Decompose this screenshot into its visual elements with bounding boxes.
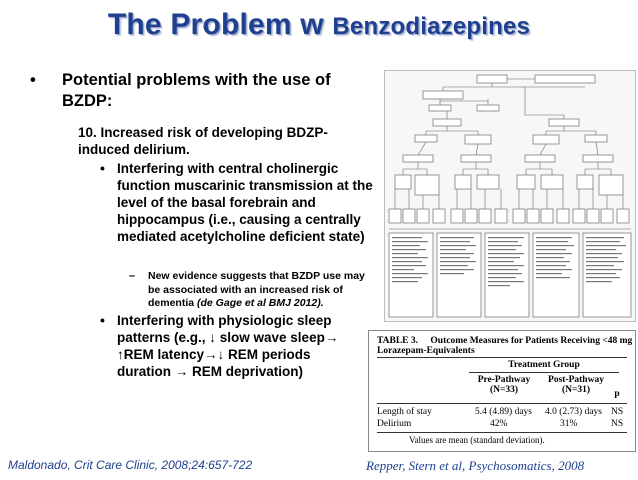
table-rule-mid	[377, 403, 627, 404]
down-arrow-icon: ↓	[217, 347, 225, 362]
pre-pathway-label: Pre-Pathway	[477, 375, 531, 385]
right-arrow-icon: →	[174, 364, 189, 379]
table-footnote: Values are mean (standard deviation).	[409, 435, 545, 445]
sub2-text	[117, 312, 367, 380]
table-cell-post: 31%	[560, 419, 578, 429]
table-col-p-header: p	[614, 389, 620, 399]
title-part2: Benzodiazepines	[332, 13, 531, 40]
down-arrow-icon: ↓	[209, 330, 217, 345]
table-col-post-header	[541, 375, 611, 395]
post-pathway-n: (N=31)	[561, 385, 591, 395]
table-group-header: Treatment Group	[508, 360, 580, 370]
table-caption-label: TABLE 3.	[377, 336, 419, 346]
table-cell-pre: 42%	[490, 419, 508, 429]
table-rule-group	[469, 372, 619, 373]
table-cell-p: NS	[611, 419, 624, 429]
flowchart-figure	[384, 70, 636, 322]
table-cell-label: Length of stay	[377, 407, 432, 417]
post-pathway-label: Post-Pathway	[548, 375, 604, 385]
subsub1-body: New evidence suggests that BZDP use may be associated with an increased risk of dementia	[148, 270, 365, 310]
table-caption	[377, 336, 635, 356]
sub2-marker: •	[100, 312, 105, 328]
bullet1-text: Potential problems with the use of BZDP:	[62, 71, 331, 110]
sub2-t3: REM latency	[123, 347, 205, 362]
sub2-t4: REM periods duration	[117, 347, 311, 379]
item-10-text: 10. Increased risk of developing BDZP-induced delirium.	[78, 125, 328, 157]
table-cell-label: Delirium	[377, 419, 412, 429]
table-col-pre-header	[469, 375, 539, 395]
table-caption-text: Outcome Measures for Patients Receiving <48 mg Lorazepam-Equivalents	[377, 336, 633, 356]
sub2-t1: Interfering with physiologic sleep patterns (e.g.,	[117, 313, 332, 345]
footer-citation-left: Maldonado, Crit Care Clinic, 2008;24:657-722	[8, 458, 253, 472]
table-cell-p: NS	[611, 407, 624, 417]
right-arrow-icon: →	[204, 347, 218, 362]
outcome-table	[368, 330, 636, 452]
flowchart-graphic	[385, 71, 635, 321]
table-rule-top	[377, 357, 627, 358]
table-cell-pre: 5.4 (4.89) days	[475, 407, 532, 417]
sub2-t5: REM deprivation)	[188, 364, 304, 379]
sub1-marker: •	[100, 160, 105, 176]
bullet1-marker: •	[30, 71, 36, 89]
right-arrow-icon: →	[324, 330, 339, 345]
subsub1-marker: –	[129, 270, 136, 282]
up-arrow-icon: ↑	[117, 347, 124, 362]
subsub1-text	[148, 270, 378, 311]
table-cell-post: 4.0 (2.73) days	[545, 407, 602, 417]
pre-pathway-n: (N=33)	[489, 385, 519, 395]
table-rule-bottom	[377, 432, 627, 433]
footer-citation-right: Repper, Stern et al, Psychosomatics, 2008	[366, 458, 585, 473]
sub1-text: Interfering with central cholinergic function muscarinic transmission at the level of the basal forebrain and hippocampus (i.e., causing a centrally mediated acetylcholine deficient state)	[117, 161, 373, 244]
sub2-t2: slow wave sleep	[216, 330, 325, 345]
subsub1-citation: (de Gage et al BMJ 2012).	[197, 297, 324, 310]
title-part1: The Problem w	[107, 8, 333, 41]
